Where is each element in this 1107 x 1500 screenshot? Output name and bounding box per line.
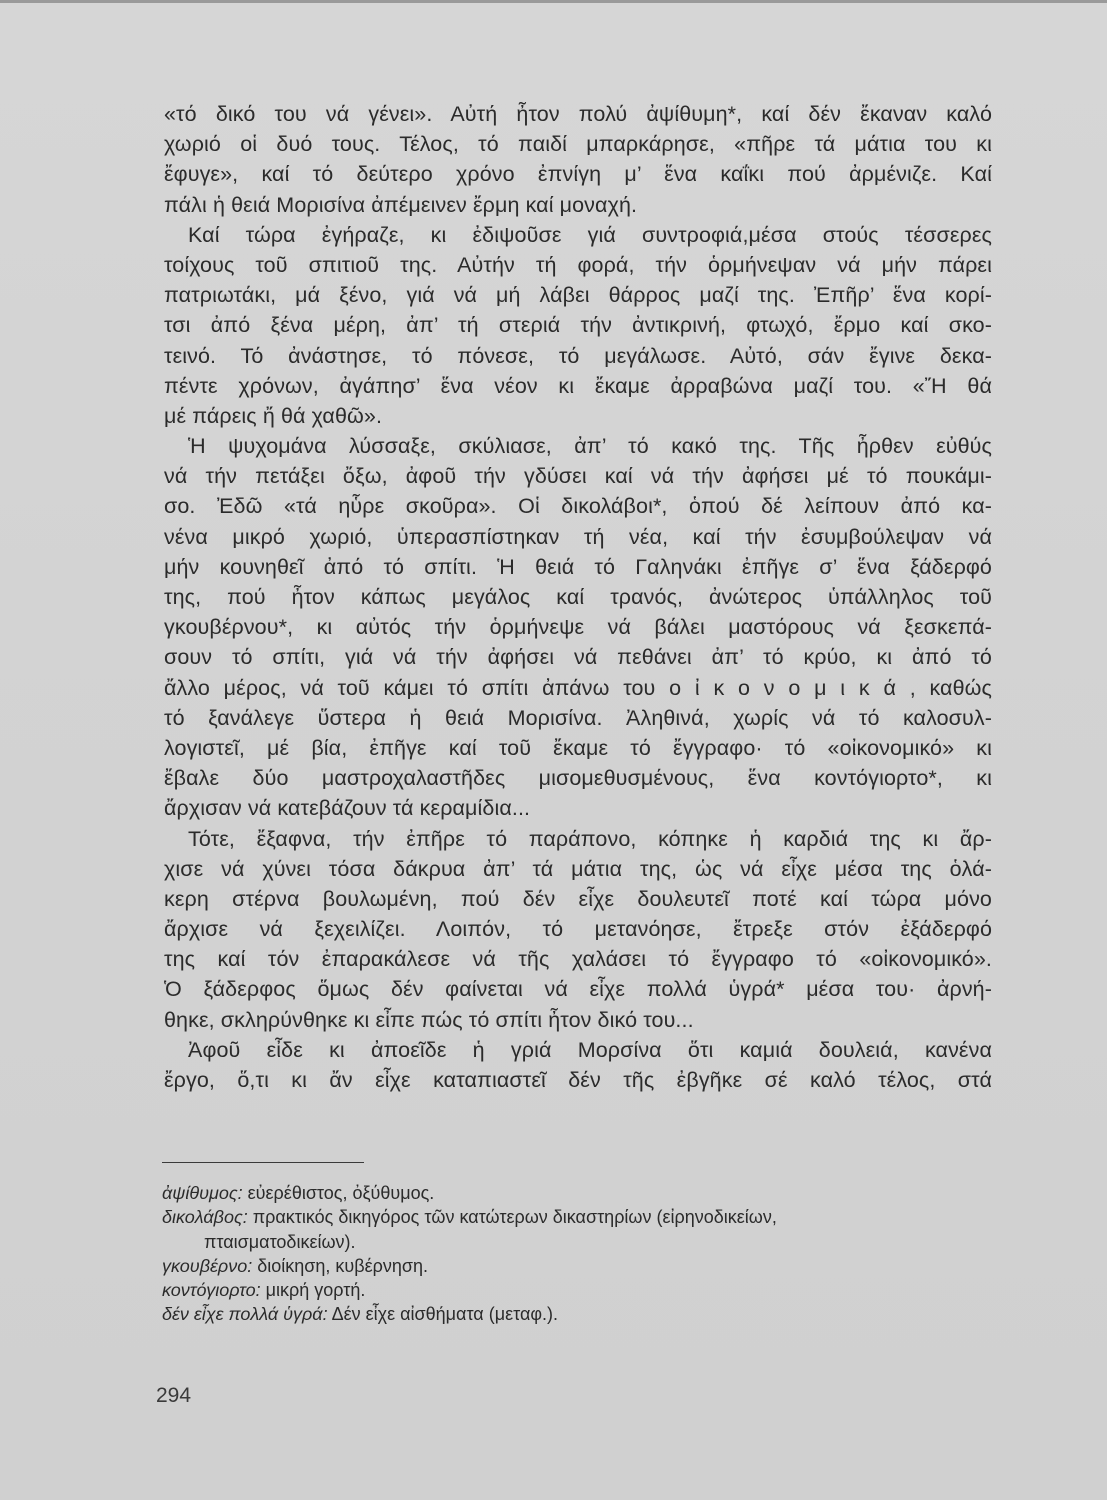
text-line: ἔργο, ὅ,τι κι ἄν εἶχε καταπιαστεῖ δέν τῆς ἐβγῆκε σέ καλό τέλος, στά — [164, 1068, 992, 1092]
footnote-term: δέν εἶχε πολλά ὑγρά: — [162, 1304, 328, 1325]
paragraph-start-line: Τότε, ἔξαφνα, τήν ἐπῆρε τό παράπονο, κόπηκε ἡ καρδιά της κι ἄρ- — [188, 826, 992, 851]
text-line: ἄλλο μέρος, νά τοῦ κάμει τό σπίτι ἀπάνω του ο ἰ κ ο ν ο μ ι κ ά , καθώς — [164, 675, 992, 700]
text-line: ἄρχισε νά ξεχειλίζει. Λοιπόν, τό μετανόησε, ἔτρεξε στόν ἐξάδερφό — [164, 917, 992, 942]
text-line: χωριό οἱ δυό τους. Τέλος, τό παιδί μπαρκάρησε, «πῆρε τά μάτια του κι — [164, 132, 992, 157]
footnote-divider — [162, 1162, 364, 1163]
footnote-term: δικολάβος: — [162, 1207, 248, 1228]
footnote-term: ἀψίθυμος: — [162, 1183, 243, 1203]
text-line: χισε νά χύνει τόσα δάκρυα ἀπ’ τά μάτια της, ὡς νά εἶχε μέσα της ὁλά- — [164, 856, 992, 881]
paragraph-start-line: Καί τώρα ἐγήραζε, κι ἐδιψοῦσε γιά συντροφιά,μέσα στούς τέσσερες — [188, 222, 992, 247]
footnote — [162, 1254, 1002, 1278]
text-line: πατριωτάκι, μά ξένο, γιά νά μή λάβει θάρρος μαζί της. Ἐπῆρ’ ἕνα κορί- — [164, 283, 992, 308]
page-number: 294 — [156, 1384, 192, 1407]
text-line: της καί τόν ἐπαρακάλεσε νά τῆς χαλάσει τό ἔγγραφο τό «οἰκονομικό». — [164, 947, 992, 972]
text-line: Ὁ ξάδερφος ὅμως δέν φαίνεται νά εἶχε πολλά ὑγρά* μέσα του· ἀρνή- — [164, 977, 992, 1002]
text-line: θηκε, σκληρύνθηκε κι εἶπε πώς τό σπίτι ἦτον δικό του... — [164, 1007, 694, 1032]
footnotes — [162, 1181, 1002, 1327]
footnote-definition: διοίκηση, κυβέρνηση. — [252, 1255, 428, 1276]
text-line: ἄρχισαν νά κατεβάζουν τά κεραμίδια... — [164, 796, 531, 821]
footnote — [162, 1181, 1002, 1205]
text-line: κερη στέρνα βουλωμένη, πού δέν εἶχε δουλευτεῖ ποτέ καί τώρα μόνο — [164, 886, 992, 911]
footnote-definition: εὐερέθιστος, ὀξύθυμος. — [242, 1183, 435, 1203]
footnote-term: κοντόγιορτο: — [162, 1280, 261, 1301]
text-line: τό ξανάλεγε ὕστερα ἡ θειά Μορισίνα. Ἀληθινά, χωρίς νά τό καλοσυλ- — [164, 705, 992, 730]
paragraph-start-line: Ἀφοῦ εἶδε κι ἀποεῖδε ἡ γριά Μορσίνα ὅτι καμιά δουλειά, κανένα — [188, 1037, 992, 1062]
footnote-term: γκουβέρνο: — [162, 1255, 253, 1276]
text-line: μέ πάρεις ἤ θά χαθῶ». — [164, 403, 383, 428]
footnote-definition: μικρή γορτή. — [260, 1280, 366, 1301]
main-text — [164, 99, 992, 1095]
text-line: λογιστεῖ, μέ βία, ἐπῆγε καί τοῦ ἔκαμε τό ἔγγραφο· τό «οἰκονομικό» κι — [164, 735, 992, 760]
text-line: νένα μικρό χωριό, ὑπερασπίστηκαν τή νέα, καί τήν ἐσυμβούλεψαν νά — [164, 524, 992, 549]
text-line: πάλι ἡ θειά Μορισίνα ἀπέμεινεν ἔρμη καί μοναχή. — [164, 192, 638, 217]
footnote-definition: πρακτικός δικηγόρος τῶν κατώτερων δικαστηρίων (εἰρηνοδικείων, — [247, 1207, 777, 1228]
footnote — [162, 1278, 1002, 1302]
text-line: σο. Ἐδῶ «τά ηὗρε σκοῦρα». Οἱ δικολάβοι*, ὁπού δέ λείπουν ἀπό κα- — [164, 494, 992, 519]
text-line: τσι ἀπό ξένα μέρη, ἀπ’ τή στεριά τήν ἀντικρινή, φτωχό, ἔρμο καί σκο- — [164, 313, 992, 338]
text-line: τοίχους τοῦ σπιτιοῦ της. Αὐτήν τή φορά, τήν ὁρμήνεψαν νά μήν πάρει — [164, 252, 992, 277]
text-line: μήν κουνηθεῖ ἀπό τό σπίτι. Ἡ θειά τό Γαληνάκι ἐπῆγε σ’ ἕνα ξάδερφό — [164, 554, 992, 579]
text-line: ἔβαλε δύο μαστροχαλαστῆδες μισομεθυσμένους, ἕνα κοντόγιορτο*, κι — [164, 766, 992, 791]
text-line: πέντε χρόνων, ἀγάπησ’ ἕνα νέον κι ἔκαμε ἀρραβώνα μαζί του. «Ἤ θά — [164, 373, 992, 398]
text-line: σουν τό σπίτι, γιά νά τήν ἀφήσει νά πεθάνει ἀπ’ τό κρύο, κι ἀπό τό — [164, 645, 992, 670]
text-line: τεινό. Τό ἀνάστησε, τό πόνεσε, τό μεγάλωσε. Αὐτό, σάν ἔγινε δεκα- — [164, 343, 992, 368]
footnote — [162, 1302, 1002, 1326]
paragraph-start-line: Ἡ ψυχομάνα λύσσαξε, σκύλιασε, ἀπ’ τό κακό της. Τῆς ἦρθεν εὐθύς — [188, 434, 992, 459]
footnote — [162, 1205, 1002, 1229]
footnote-continuation: πταισματοδικείων). — [204, 1231, 356, 1252]
text-line: «τό δικό του νά γένει». Αὐτή ἦτον πολύ ἀψίθυμη*, καί δέν ἔκαναν καλό — [164, 102, 992, 126]
text-line: ἔφυγε», καί τό δεύτερο χρόνο ἐπνίγη μ’ ἕνα καΐκι πού ἀρμένιζε. Καί — [164, 162, 992, 187]
text-line: της, πού ἦτον κάπως μεγάλος καί τρανός, ἀνώτερος ὑπάλληλος τοῦ — [164, 585, 992, 609]
footnote-definition: Δέν εἶχε αἰσθήματα (μεταφ.). — [327, 1304, 559, 1325]
text-line: νά τήν πετάξει ὄξω, ἀφοῦ τήν γδύσει καί νά τήν ἀφήσει μέ τό πουκάμι- — [164, 464, 992, 489]
text-line: γκουβέρνου*, κι αὐτός τήν ὁρμήνεψε νά βάλει μαστόρους νά ξεσκεπά- — [164, 615, 992, 640]
